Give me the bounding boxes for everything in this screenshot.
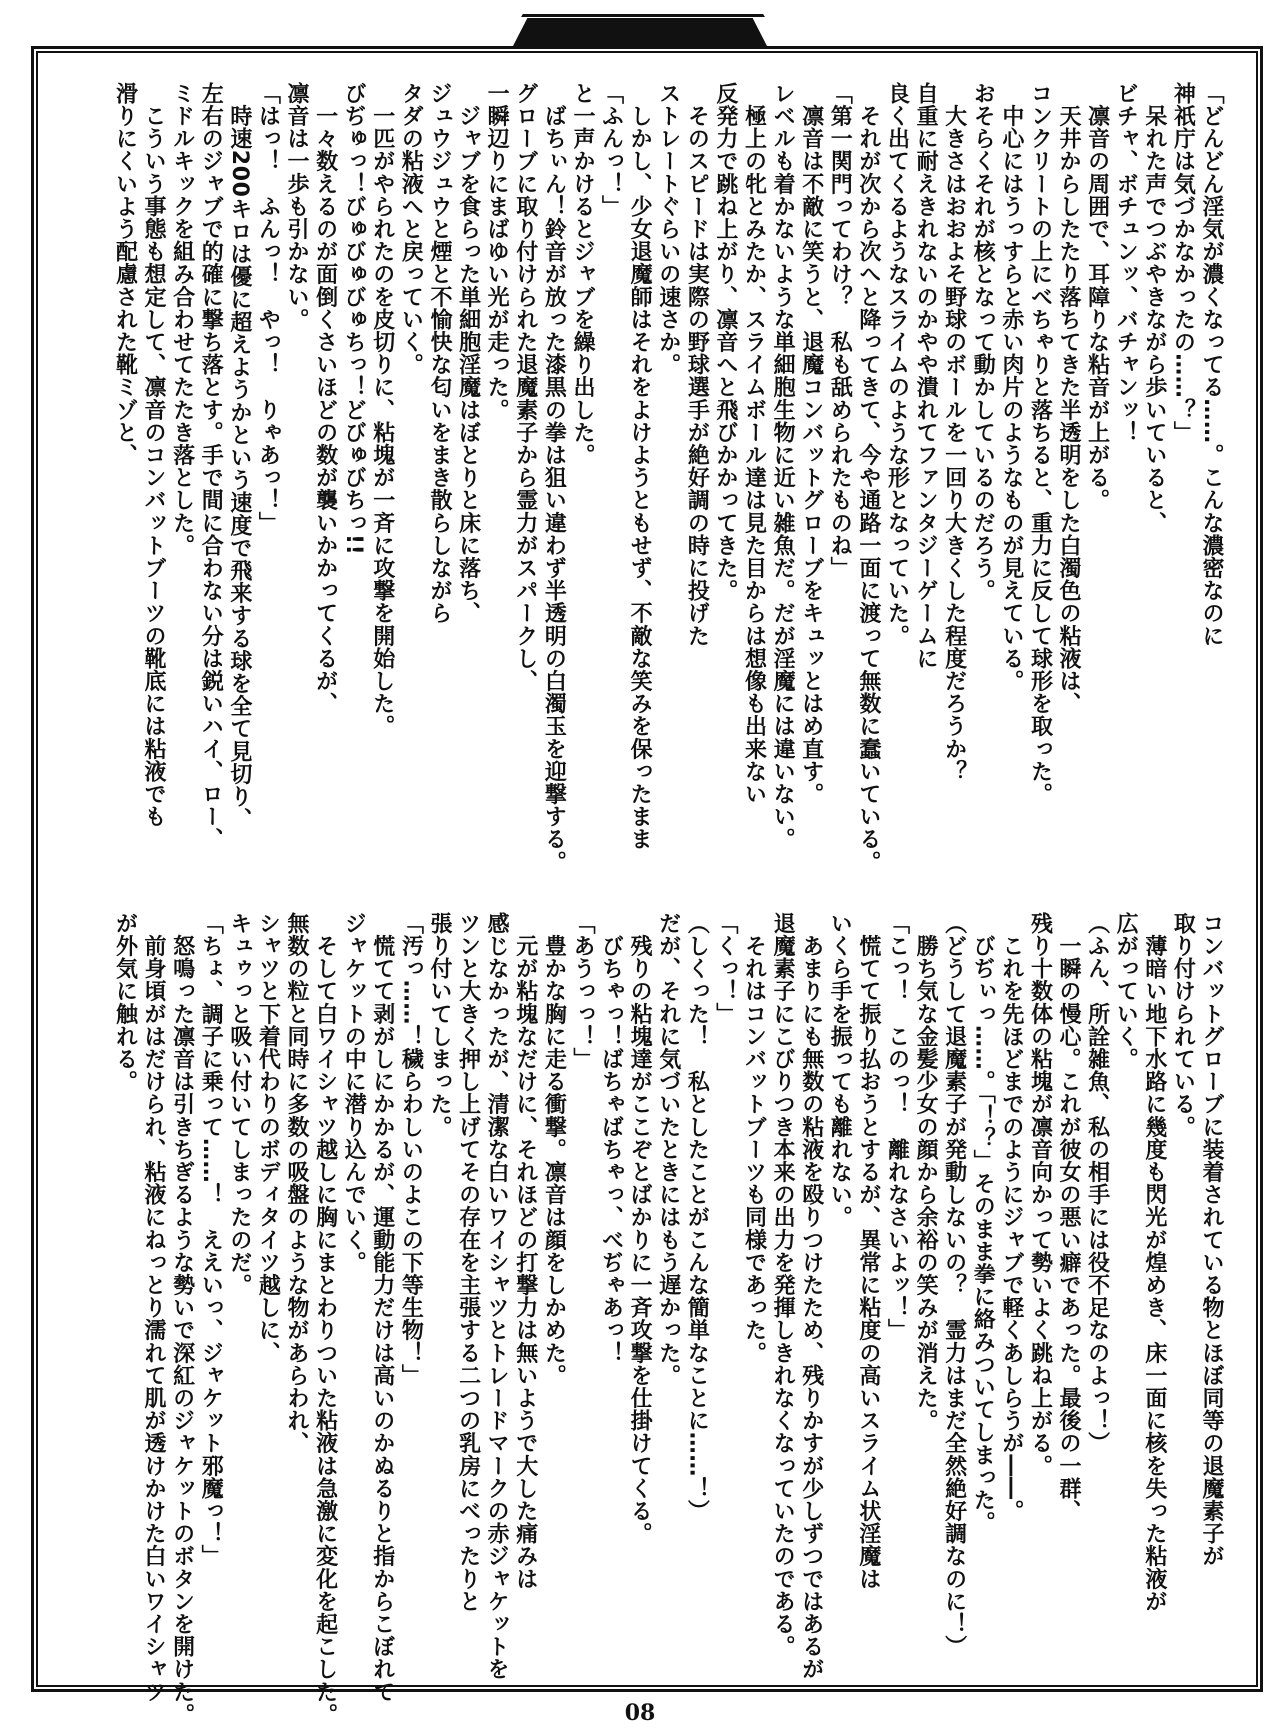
text-line: 慌てて剥がしにかかるが、運動能力だけは高いのかぬるりと指からこぼれて	[369, 912, 395, 1703]
text-line: 一匹がやられたのを皮切りに、粘塊が一斉に攻撃を開始した。	[369, 82, 395, 738]
text-line: これを先ほどまでのようにジャブで軽くあしらうが――。	[998, 912, 1024, 1523]
text-line: コンクリートの上にべちゃりと落ちると、重力に反して球形を取った。	[1027, 82, 1053, 806]
text-line: 怒鳴った凛音は引きちぎるような勢いで深紅のジャケットのボタンを開けた。	[169, 912, 195, 1726]
text-line: 左右のジャブで的確に撃ち落とす。手で間に合わない分は鋭いハイ、ロー、	[198, 82, 224, 851]
text-line: ばちぃん！鈴音が放った漆黒の拳は狙い違わず半透明の白濁玉を迎撃する。	[541, 82, 567, 873]
text-line: おそらくそれが核となって動かしているのだろう。	[970, 82, 996, 602]
text-line: 「どんどん淫気が濃くなってる……。こんな濃密なのに	[1199, 82, 1224, 647]
text-line: 自重に耐えきれないのかやや潰れてファンタジーゲームに	[913, 82, 939, 670]
text-line: 「こっ！ このっ！ 離れなさいよッ！」	[884, 912, 910, 1342]
text-line: 慌てて振り払おうとするが、異常に粘度の高いスライム状淫魔は	[855, 912, 881, 1590]
text-line: が外気に触れる。	[112, 912, 138, 1093]
text-line: 大きさはおおよそ野球のボールを一回り大きくした程度だろうか？	[941, 82, 967, 783]
text-line: いくら手を振っても離れない。	[827, 912, 853, 1229]
text-line: と一声かけるとジャブを繰り出した。	[569, 82, 595, 467]
text-line: 「汚っ……！穢らわしいのよこの下等生物！」	[398, 912, 424, 1387]
text-line: 天井からしたたり落ちてきた半透明をした白濁色の粘液は、	[1056, 82, 1082, 715]
text-line: 前身頃がはだけられ、粘液にねっとり濡れて肌が透けかけた白いワイシャツ	[141, 912, 167, 1703]
text-line: タダの粘液へと戻っていく。	[398, 82, 424, 376]
text-line: 凛音は不敵に笑うと、退魔コンバットグローブをキュッとはめ直す。	[798, 82, 824, 806]
text-line: 反発力で跳ね上がり、凛音へと飛びかかってきた。	[712, 82, 738, 602]
text-line: 広がっていく。	[1113, 912, 1139, 1071]
text-line: 感じなかったが、清潔な白いワイシャツとトレードマークの赤ジャケットを	[484, 912, 510, 1681]
text-line: キュゥっと吸い付いてしまったのだ。	[226, 912, 252, 1297]
text-line: あまりにも無数の粘液を殴りつけたため、残りかすが少しずつではあるが	[798, 912, 824, 1681]
text-line: 良く出てくるようなスライムのような形となっていた。	[884, 82, 910, 647]
text-line: （ふん、所詮雑魚、私の相手には役不足なのよっ！）	[1084, 912, 1110, 1455]
text-line: 薄暗い地下水路に幾度も閃光が煌めき、床一面に核を失った粘液が	[1141, 912, 1167, 1613]
text-line: 残りの粘塊達がここぞとばかりに一斉攻撃を仕掛けてくる。	[627, 912, 653, 1545]
text-line: （しくった！ 私としたことがこんな簡単なことに……！）	[684, 912, 710, 1523]
text-line: 「ちょ、調子に乗って……！ ええいっ、ジャケット邪魔っ！」	[198, 912, 224, 1568]
text-line: コンバットグローブに装着されている物とほぼ同等の退魔素子が	[1199, 912, 1224, 1568]
text-line: 一々数えるのが面倒くさいほどの数が襲いかかってくるが、	[312, 82, 338, 715]
text-line: だが、それに気づいたときにはもう遅かった。	[655, 912, 681, 1387]
text-line: 呆れた声でつぶやきながら歩いていると、	[1141, 82, 1167, 534]
text-line: ビチャ、ボチュンッ、バチャンッ！	[1113, 82, 1139, 444]
page-header-tab-fill	[512, 18, 768, 48]
text-line: 滑りにくいよう配慮された靴ミゾと、	[112, 82, 138, 467]
text-line: 「あうっっ！」	[569, 912, 595, 1071]
text-line: 退魔素子にこびりつき本来の出力を発揮しきれなくなっていたのである。	[770, 912, 796, 1658]
text-line: 「くっ！」	[712, 912, 738, 1025]
text-line: 神祇庁は気づかなかったの……？」	[1170, 82, 1196, 444]
text-line: ツンと大きく押し上げてその存在を主張する二つの乳房にべったりと	[455, 912, 481, 1613]
text-line: 凛音は一歩も引かない。	[284, 82, 309, 331]
text-line: 取り付けられている。	[1170, 912, 1196, 1138]
text-line: 極上の牝とみたか、スライムボール達は見た目からは想像も出来ない	[741, 82, 767, 806]
text-line: ジャブを食らった単細胞淫魔はぼとりと床に落ち、	[455, 82, 481, 625]
text-line: そして白ワイシャツ越しに胸にまとわりついた粘液は急激に変化を起こした。	[312, 912, 338, 1726]
text-line: 元が粘塊なだけに、それほどの打撃力は無いようで大した痛みは	[512, 912, 538, 1590]
text-line: 一瞬辺りにまばゆい光が走った。	[484, 82, 510, 421]
text-line: 無数の粒と同時に多数の吸盤のような物があらわれ、	[284, 912, 309, 1455]
text-line: びぢゅっ！びゅびゅびゅちっ！どびゅびちっ!!	[341, 82, 367, 556]
text-line: 豊かな胸に走る衝撃。凛音は顔をしかめた。	[541, 912, 567, 1387]
text-line: ミドルキックを組み合わせてたたき落とした。	[169, 82, 195, 557]
text-line: 一瞬の慢心。これが彼女の悪い癖であった。最後の一群、	[1056, 912, 1082, 1523]
text-line: 凛音の周囲で、耳障りな粘音が上がる。	[1084, 82, 1110, 512]
text-line: こういう事態も想定して、凛音のコンバットブーツの靴底には粘液でも	[141, 82, 167, 828]
text-line: ストレートぐらいの速さか。	[655, 82, 681, 376]
text-line: 残り十数体の粘塊が凛音向かって勢いよく跳ね上がる。	[1027, 912, 1053, 1477]
text-line: グローブに取り付けられた退魔素子から霊力がスパークし、	[512, 82, 538, 693]
text-line: レベルも着かないような単細胞生物に近い雑魚だ。だが淫魔には違いない。	[770, 82, 796, 851]
text-line: シャツと下着代わりのボディタイツ越しに、	[255, 912, 281, 1364]
page-number: 08	[624, 1700, 656, 1726]
text-line: 張り付いてしまった。	[426, 912, 452, 1138]
text-line: （どうして退魔素子が発動しないの？ 霊力はまだ全然絶好調なのに！）	[941, 912, 967, 1658]
text-line: 勝ち気な金髪少女の顔から余裕の笑みが消えた。	[913, 912, 939, 1432]
text-line: 「第一関門ってわけ？ 私も舐められたものね」	[827, 82, 853, 580]
text-line: 「ふんっ！」	[598, 82, 624, 218]
text-line: 「はっ！ ふんっ！ やっ！ りゃあっ！」	[255, 82, 281, 534]
text-line: 中心にはうっすらと赤い肉片のようなものが見えている。	[998, 82, 1024, 693]
text-line: それが次から次へと降ってきて、今や通路一面に渡って無数に蠢いている。	[855, 82, 881, 873]
text-line: ジュウジュウと煙と不愉快な匂いをまき散らしながら	[426, 82, 452, 625]
text-block-top	[110, 82, 1225, 892]
text-line: しかし、少女退魔師はそれをよけようともせず、不敵な笑みを保ったまま	[627, 82, 653, 851]
text-line: びぢぃっ……。「！？」そのまま拳に絡みついてしまった。	[970, 912, 996, 1534]
text-line: ジャケットの中に潜り込んでいく。	[341, 912, 367, 1274]
text-line: そのスピードは実際の野球選手が絶好調の時に投げた	[684, 82, 710, 647]
text-line: びちゃっ！ばちゃばちゃっ、べぢゃあっ！	[598, 912, 624, 1364]
text-line: 時速200キロは優に超えようかという速度で飛来する球を全て見切り、	[226, 82, 252, 831]
text-line: それはコンバットブーツも同様であった。	[741, 912, 767, 1364]
